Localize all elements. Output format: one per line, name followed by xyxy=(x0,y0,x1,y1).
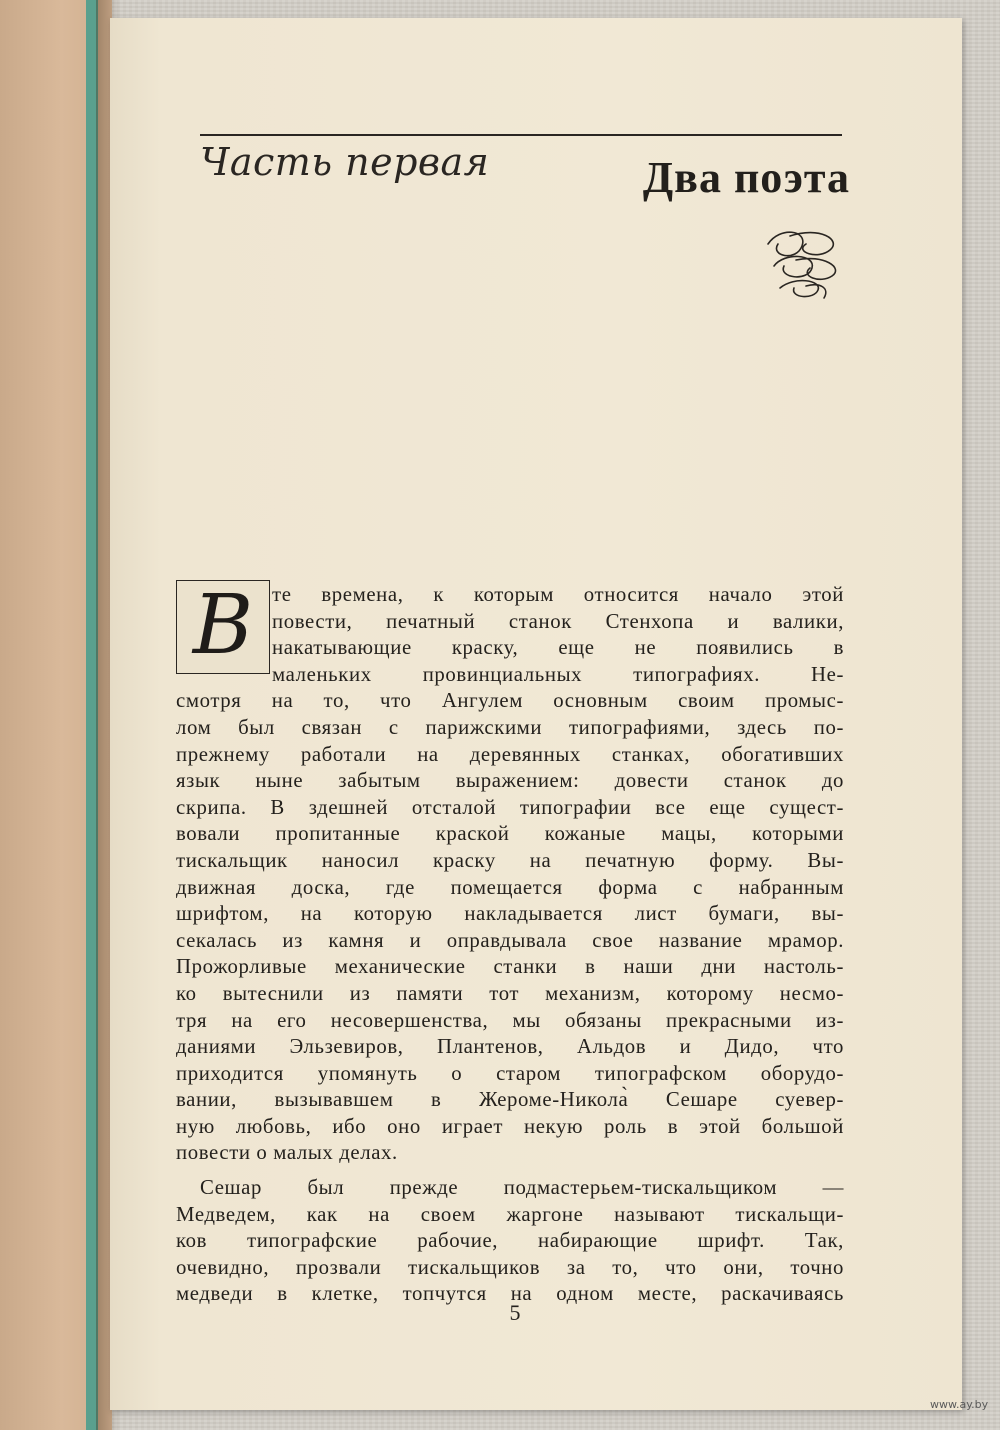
text-line: Медведем, как на своем жаргоне называют тискальщи- xyxy=(176,1202,844,1226)
drop-cap-letter: В xyxy=(192,578,254,673)
text-line: приходится упомянуть о старом типографском оборудо- xyxy=(176,1061,844,1085)
text-line: ков типографские рабочие, набирающие шрифт. Так, xyxy=(176,1229,844,1253)
text-line: язык ныне забытым выражением: довести станок до xyxy=(176,769,844,793)
watermark: www.ay.by xyxy=(930,1398,989,1411)
text-line: ко вытеснили из памяти тот механизм, которому несмо- xyxy=(176,981,844,1005)
text-line: Сешар был прежде подмастерьем-тискальщиком — xyxy=(200,1176,844,1200)
text-line: вании, вызывавшем в Жероме-Никола̀ Сешаре суевер- xyxy=(176,1088,844,1112)
text-line: Прожорливые механические станки в наши дни настоль- xyxy=(176,955,844,979)
text-line: тискальщик наносил краску на печатную форму. Вы- xyxy=(176,848,844,872)
body-text xyxy=(176,578,844,1308)
text-line: даниями Эльзевиров, Плантенов, Альдов и Дидо, что xyxy=(176,1035,844,1059)
text-line: движная доска, где помещается форма с набранным xyxy=(176,875,844,899)
text-line: накатывающие краску, еще не появились в xyxy=(272,636,844,660)
text-line: маленьких провинциальных типографиях. Не- xyxy=(272,662,844,686)
text-line: ную любовь, ибо оно играет некую роль в этой большой xyxy=(176,1114,844,1138)
text-line: вовали пропитанные краской кожаные мацы, которыми xyxy=(176,822,844,846)
flourish-ornament-icon xyxy=(760,216,850,306)
text-line: повести о малых делах. xyxy=(176,1141,398,1165)
text-line: те времена, к которым относится начало этой xyxy=(272,583,844,606)
page-number: 5 xyxy=(509,1300,521,1325)
text-line: медведи в клетке, топчутся на одном месте, раскачиваясь xyxy=(176,1282,844,1306)
text-line: прежнему работали на деревянных станках, обогативших xyxy=(176,742,844,766)
text-line: очевидно, прозвали тискальщиков за то, что они, точно xyxy=(176,1255,844,1279)
header-rule xyxy=(200,134,842,136)
text-line: повести, печатный станок Стенхопа и валики, xyxy=(272,609,844,633)
text-line: лом был связан с парижскими типографиями, здесь по- xyxy=(176,715,844,739)
text-line: смотря на то, что Ангулем основным своим промыс- xyxy=(176,689,844,713)
part-title: Часть первая xyxy=(200,140,490,184)
text-line: тря на его несовершенства, мы обязаны прекрасными из- xyxy=(176,1008,844,1032)
chapter-title: Два поэта xyxy=(642,153,850,202)
text-line: секалась из камня и оправдывала свое название мрамор. xyxy=(176,928,844,952)
text-line: скрипа. В здешней отсталой типографии все еще сущест- xyxy=(176,795,844,819)
text-line: шрифтом, на которую накладывается лист бумаги, вы- xyxy=(176,902,844,926)
